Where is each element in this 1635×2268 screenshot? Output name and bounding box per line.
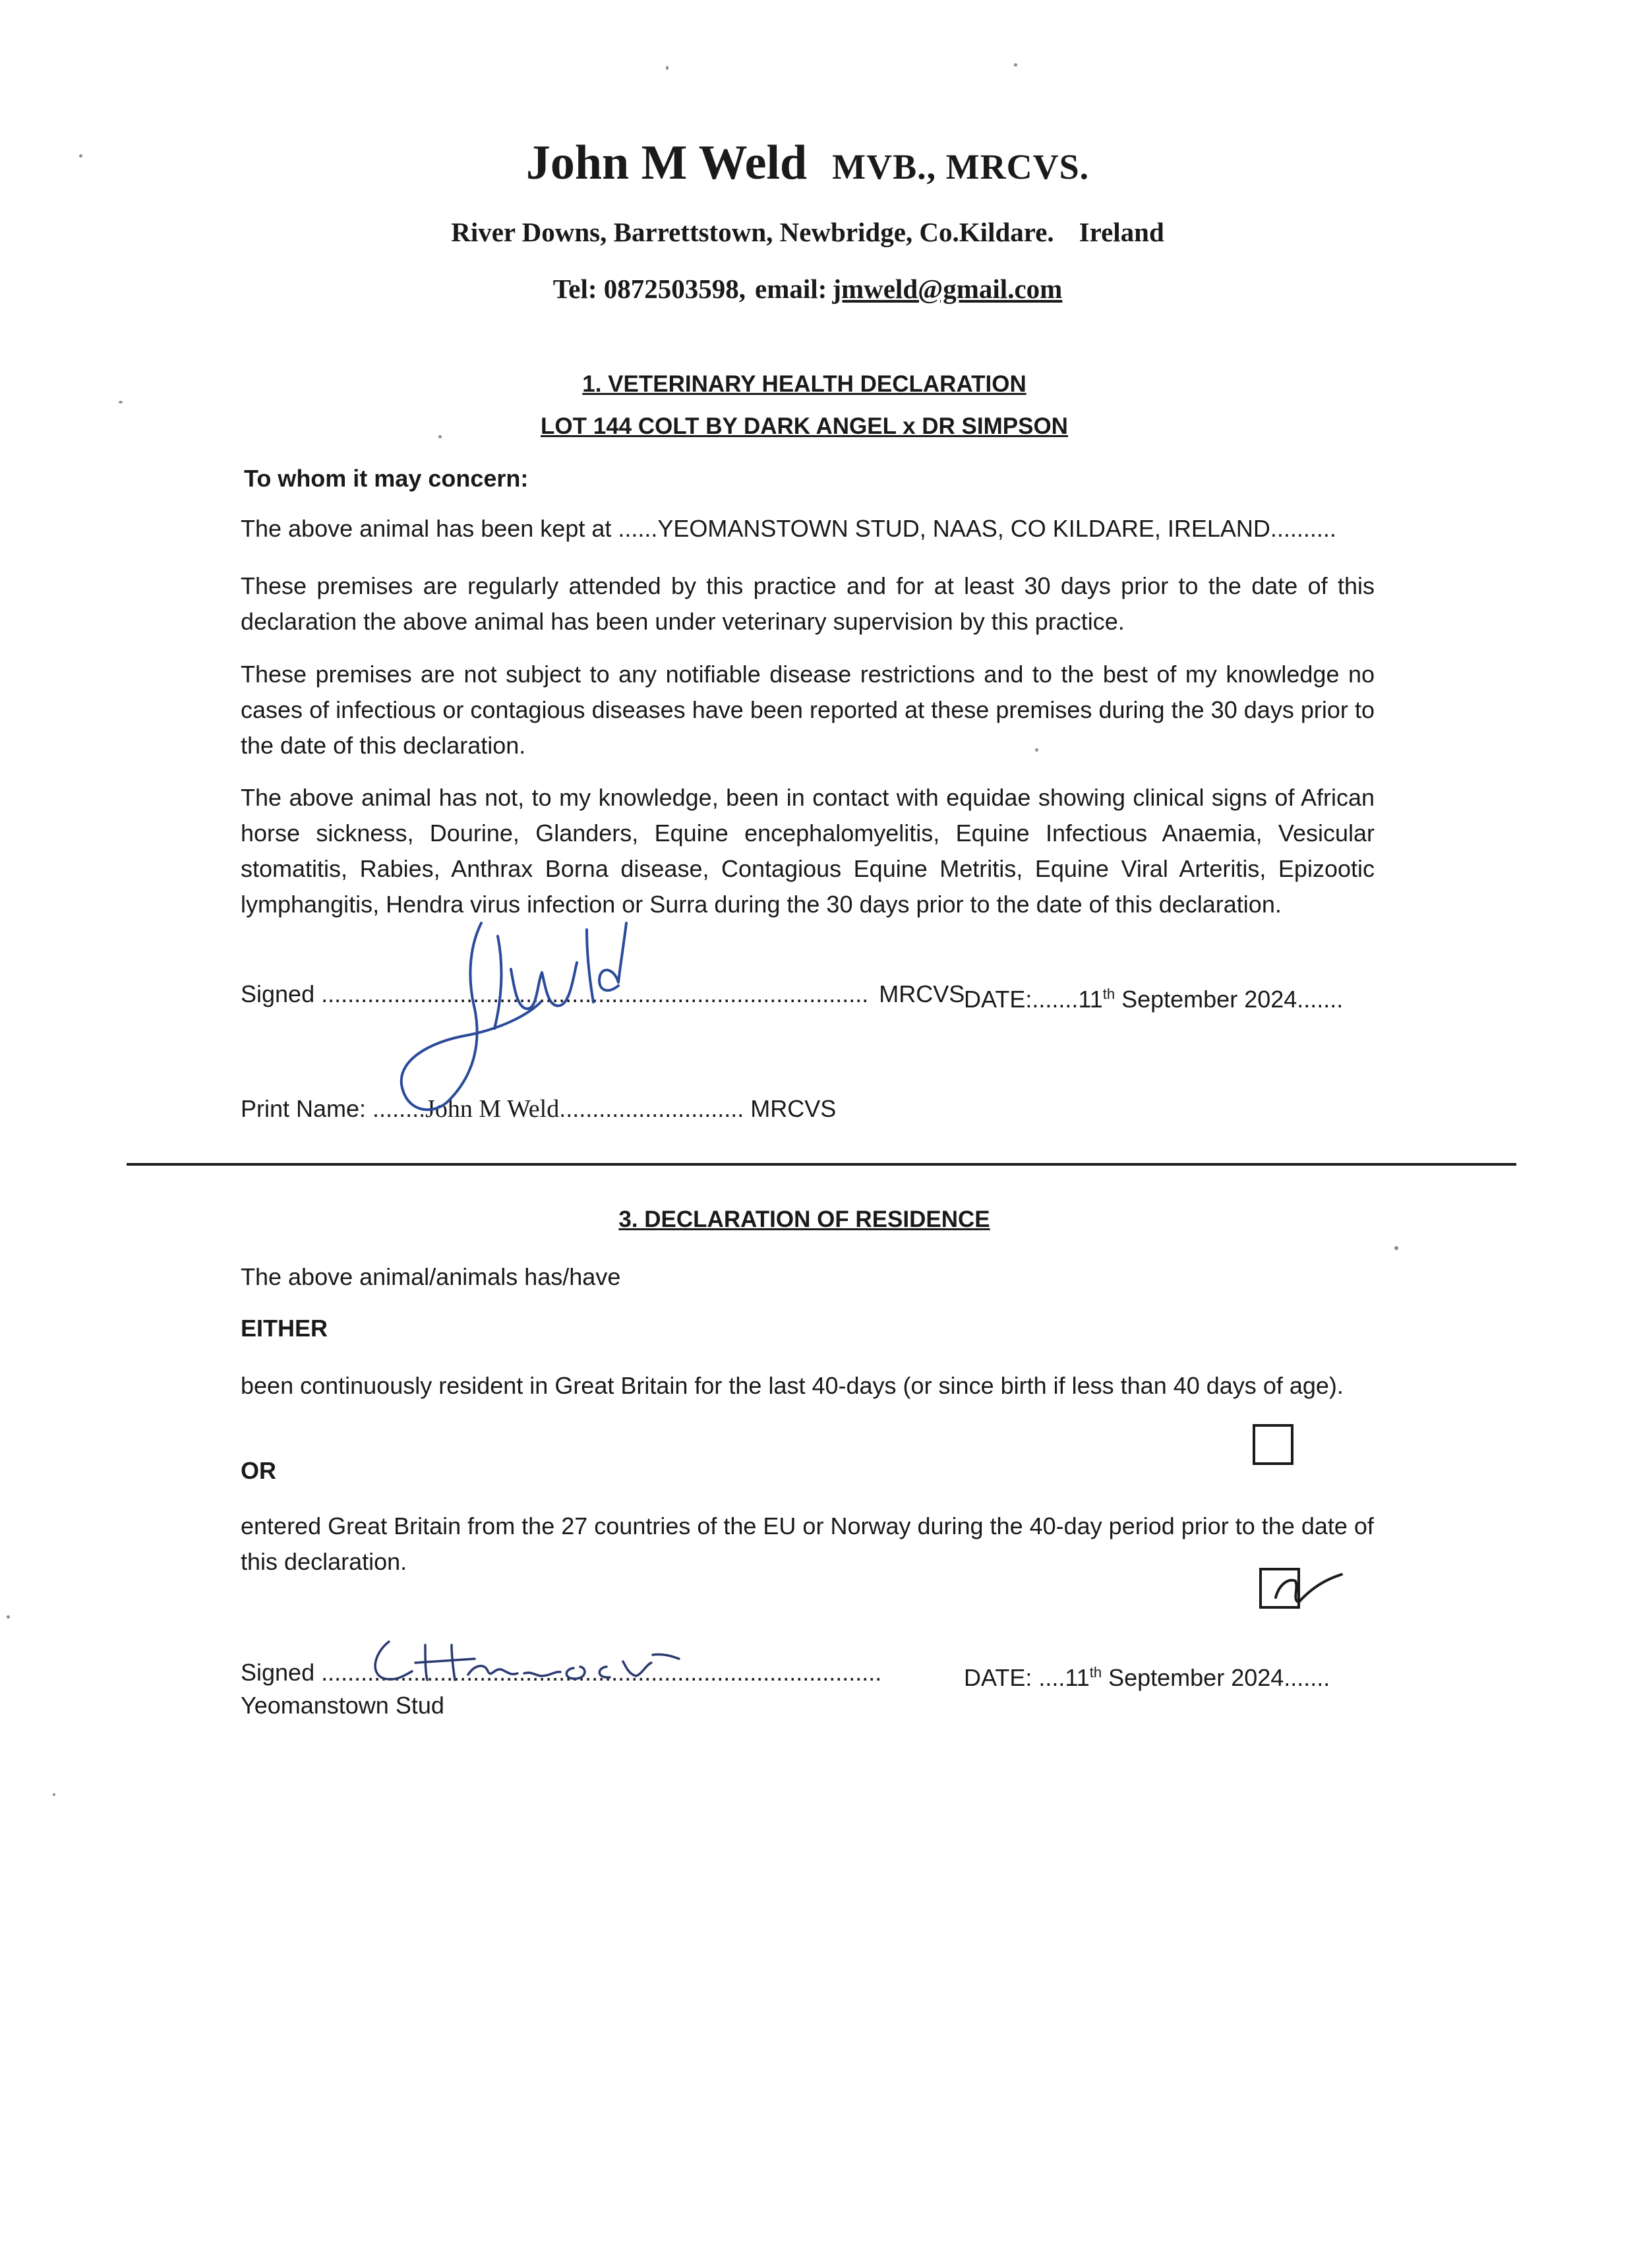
salutation: To whom it may concern: — [244, 465, 529, 492]
vet-name: John M Weld — [525, 136, 808, 190]
address-country: Ireland — [1079, 217, 1164, 247]
letterhead-contact — [0, 273, 1615, 305]
vet-date — [964, 976, 1343, 1017]
scan-speck — [1014, 63, 1017, 67]
print-name-label: Print Name: ........ — [241, 1095, 426, 1122]
letterhead-name — [0, 135, 1615, 191]
stud-date-prefix: DATE: ....11 — [964, 1664, 1090, 1691]
stud-date — [964, 1655, 1330, 1696]
vet-date-suffix: September 2024....... — [1115, 986, 1344, 1013]
address-line: River Downs, Barrettstown, Newbridge, Co.Kildare. — [451, 217, 1054, 247]
letterhead-address — [0, 216, 1615, 248]
para-supervision: These premises are regularly attended by this practice and for at least 30 days prior to the date of this declaration the above animal has been under veterinary supervision by this practice. — [241, 572, 1375, 635]
stud-signer-name: Yeomanstown Stud — [241, 1692, 444, 1719]
option-entered: entered Great Britain from the 27 countries of the EU or Norway during the 40-day period prior to the date of this declaration. — [241, 1512, 1374, 1575]
email-label: email: — [755, 274, 827, 304]
scan-speck — [53, 1793, 55, 1796]
scan-speck — [7, 1615, 10, 1619]
scan-speck — [666, 66, 669, 70]
residence-intro: The above animal/animals has/have — [241, 1263, 621, 1290]
print-name-value: John M Weld — [425, 1095, 560, 1123]
scan-speck — [79, 154, 82, 158]
vet-date-prefix: DATE:.......11 — [964, 986, 1103, 1013]
tel-label: Tel: — [552, 274, 597, 304]
scan-speck — [438, 435, 442, 438]
email-link[interactable]: jmweld@gmail.com — [832, 274, 1063, 304]
stud-date-suffix: September 2024....... — [1102, 1664, 1330, 1691]
print-name-suffix: ............................ MRCVS — [559, 1095, 837, 1122]
vet-date-sup: th — [1102, 986, 1115, 1002]
vet-signature — [369, 910, 659, 1127]
scan-speck — [119, 401, 123, 403]
stud-signature — [363, 1635, 705, 1694]
section1-heading: 1. VETERINARY HEALTH DECLARATION — [582, 371, 1026, 397]
stud-date-sup: th — [1089, 1664, 1102, 1681]
vet-signed-suffix: MRCVS — [879, 980, 965, 1007]
para-restrictions: These premises are not subject to any notifiable disease restrictions and to the best of my knowledge no cases of infectious or contagious diseases have been reported at these premises during the 30 days prior to the date of this declaration. — [241, 661, 1375, 759]
scan-speck — [1035, 748, 1038, 752]
or-label: OR — [241, 1457, 276, 1484]
either-label: EITHER — [241, 1315, 328, 1342]
vet-signed-label: Signed ................................................................................... — [241, 980, 869, 1007]
option-resident: been continuously resident in Great Britain for the last 40-days (or since birth if less than 40 days of age). — [241, 1372, 1344, 1399]
checkmark-icon — [1259, 1561, 1352, 1614]
stud-signed-line: Signed ..................................................................................... — [241, 1659, 882, 1686]
section1-subheading: LOT 144 COLT BY DARK ANGEL x DR SIMPSON — [541, 413, 1068, 439]
kept-at-line: The above animal has been kept at ......YEOMANSTOWN STUD, NAAS, CO KILDARE, IRELAND.......... — [241, 515, 1336, 542]
scan-speck — [1394, 1246, 1398, 1250]
option-resident-checkbox[interactable] — [1253, 1424, 1293, 1465]
section3-heading: 3. DECLARATION OF RESIDENCE — [618, 1207, 990, 1232]
vet-qualifications: MVB., MRCVS. — [832, 147, 1090, 187]
para-contact-diseases: The above animal has not, to my knowledge, been in contact with equidae showing clinical signs of African horse sickness, Dourine, Glanders, Equine encephalomyelitis, Equine Infectious Anaemia, Vesicular stomatitis, Rabies, Anthrax Borna disease, Contagious Equine Metritis, Equine Viral Arteritis, Epizootic lymphangitis, Hendra virus infection or Surra during the 30 days prior to the date of this declaration. — [241, 784, 1375, 918]
section-divider — [127, 1163, 1516, 1166]
tel-number: 0872503598, — [603, 274, 746, 304]
